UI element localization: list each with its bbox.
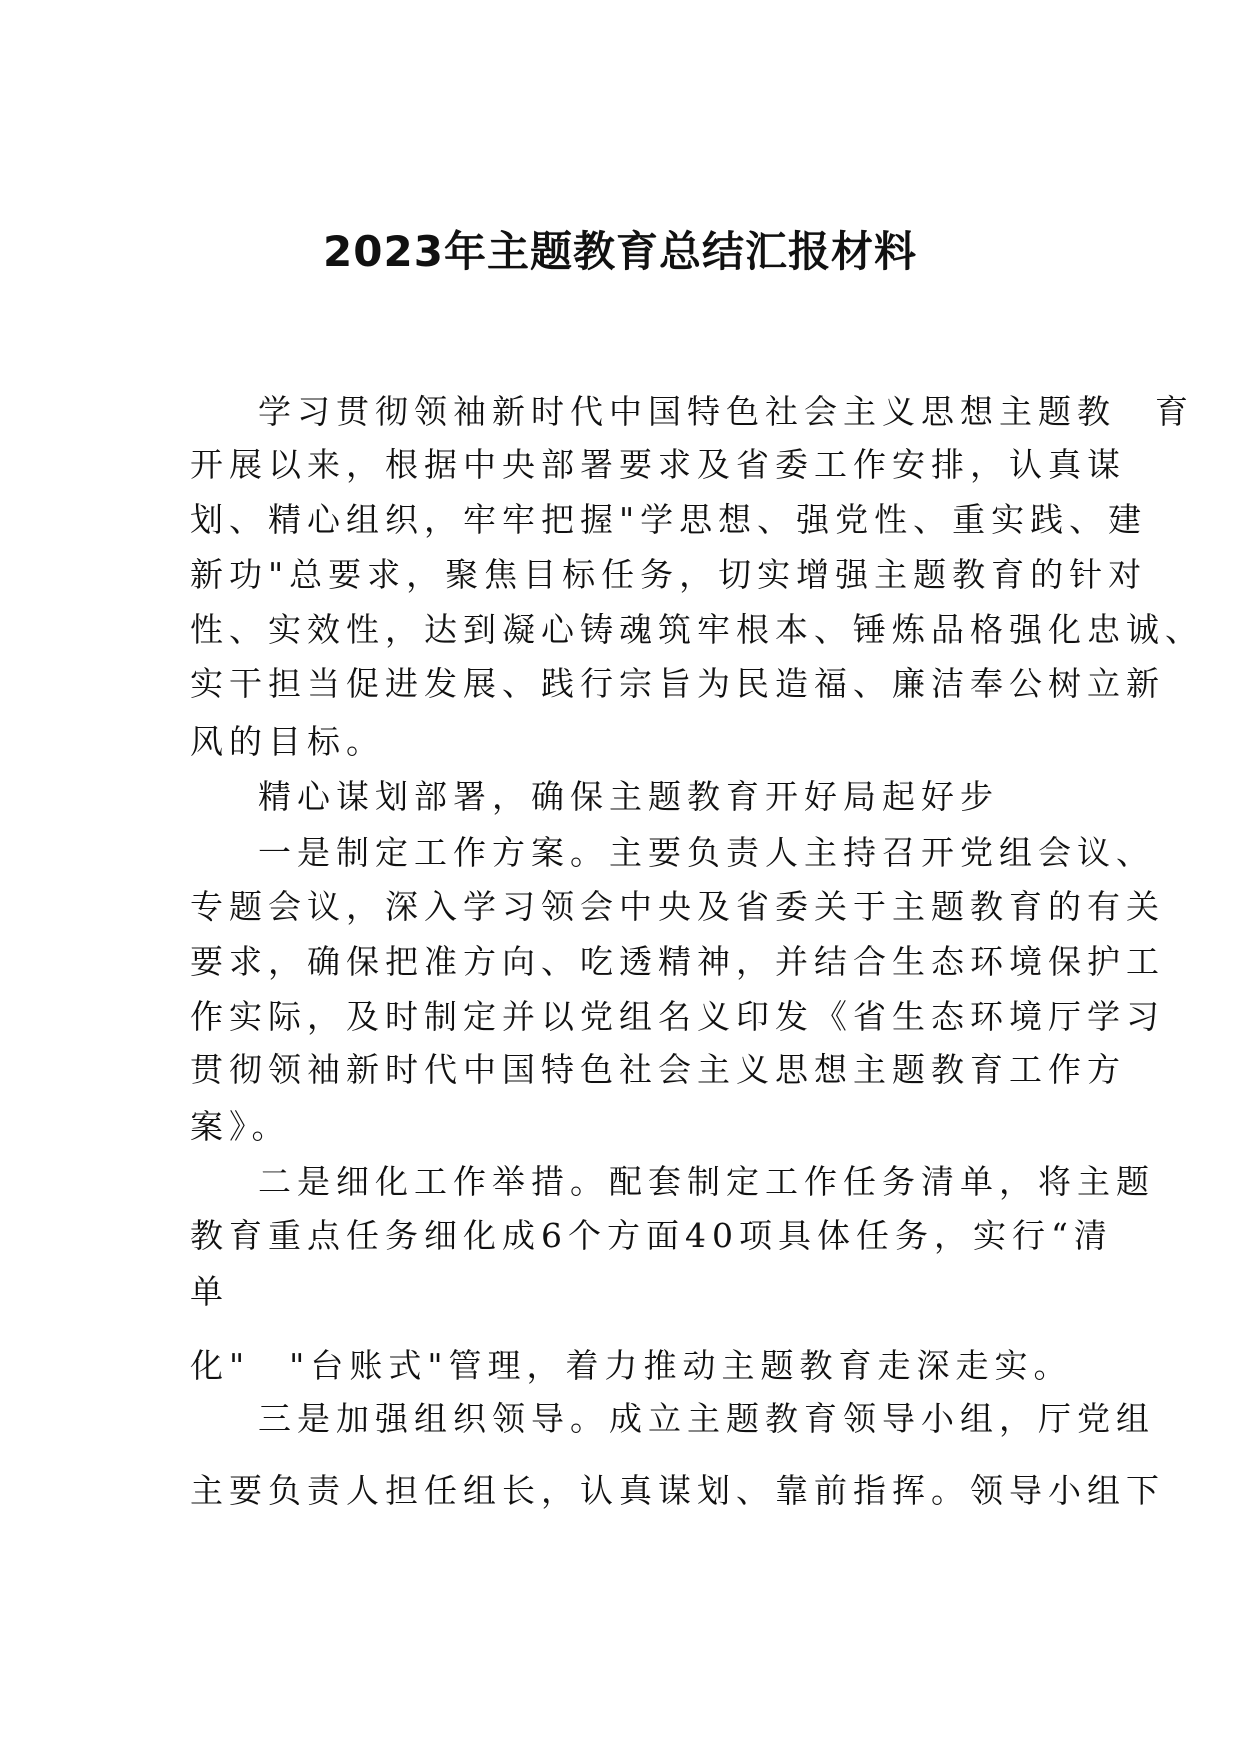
text-line: 主要负责人担任组长，认真谋划、靠前指挥。领导小组下 [190,1471,1165,1510]
text-line: 新功"总要求，聚焦目标任务，切实增强主题教育的针对 [190,555,1148,594]
text-line: 开展以来，根据中央部署要求及省委工作安排，认真谋 [190,445,1126,484]
text-line: 专题会议，深入学习领会中央及省委关于主题教育的有关 [190,887,1165,926]
text-line: 实干担当促进发展、践行宗旨为民造福、廉洁奉公树立新 [190,664,1165,703]
text-line: 教育重点任务细化成6个方面40项具体任务，实行“清 [190,1216,1113,1255]
text-line: 学习贯彻领袖新时代中国特色社会主义思想主题教 育 [258,392,1194,431]
document-title: 2023年主题教育总结汇报材料 [323,227,917,276]
text-line: 风的目标。 [190,722,385,761]
text-line: 要求，确保把准方向、吃透精神，并结合生态环境保护工 [190,942,1165,981]
text-line: 单 [190,1272,229,1311]
text-line: 案》。 [190,1107,291,1146]
text-line: 三是加强组织领导。成立主题教育领导小组，厅党组 [258,1399,1155,1438]
text-line: 作实际，及时制定并以党组名义印发《省生态环境厅学习 [190,997,1165,1036]
text-line: 一是制定工作方案。主要负责人主持召开党组会议、 [258,833,1155,872]
text-line: 化" "台账式"管理，着力推动主题教育走深走实。 [190,1346,1073,1385]
text-line: 性、实效性，达到凝心铸魂筑牢根本、锤炼品格强化忠诚、 [190,610,1204,649]
text-line: 贯彻领袖新时代中国特色社会主义思想主题教育工作方 [190,1050,1126,1089]
text-line: 划、精心组织，牢牢把握"学思想、强党性、重实践、建 [190,500,1148,539]
section-heading: 精心谋划部署，确保主题教育开好局起好步 [258,777,999,816]
text-line: 二是细化工作举措。配套制定工作任务清单，将主题 [258,1162,1155,1201]
